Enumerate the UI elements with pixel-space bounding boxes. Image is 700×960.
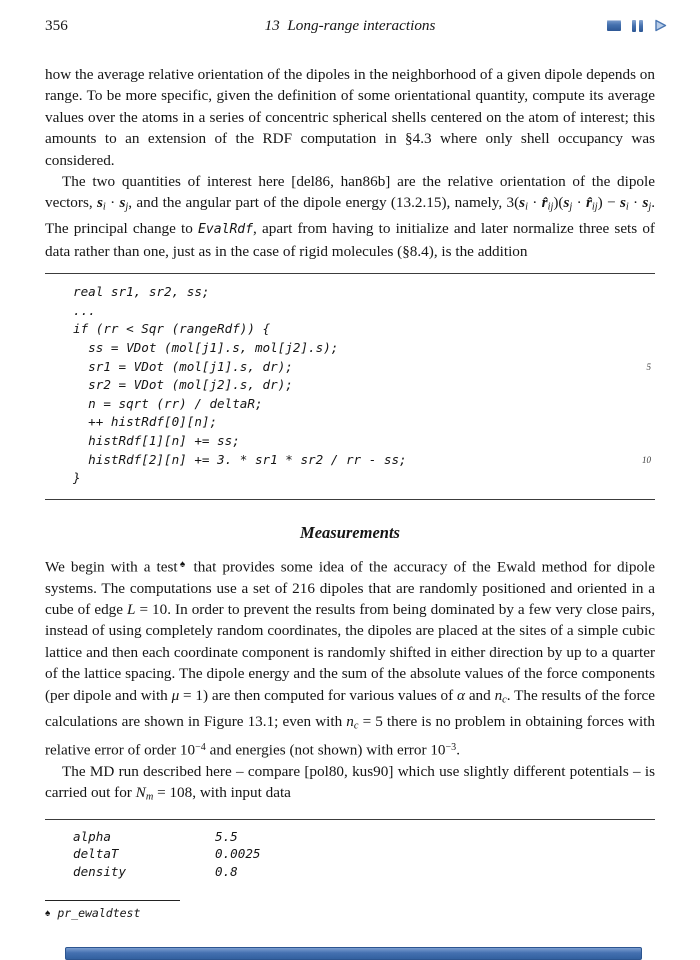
code-line: ss = VDot (mol[j1].s, mol[j2].s);: [73, 340, 339, 356]
line-number: 10: [642, 454, 651, 465]
reader-controls: [607, 19, 667, 32]
play-icon[interactable]: [654, 19, 667, 32]
code-line: n = sqrt (rr) / deltaR;: [73, 395, 263, 411]
line-number: 5: [646, 361, 651, 372]
paragraph-intro: how the average relative orientation of the dipoles in the neighborhood of a given dipole depends on range. To be more specific, given the definition of some orientational quantity, compute its average values over the atoms in a series of concentric spherical shells centered on the atom of interest; this amounts to an extension of the RDF computation in §4.3 where only shell occupancy was considered.: [45, 66, 655, 169]
paragraph-quantities: The two quantities of interest here [del86, han86b] are the relative orientation of the dipole vectors, si · sj, and the angular part of the dipole energy (13.2.15), namely, 3(si · r̂ij)(sj · r̂ij) − si · sj. The principal change to EvalRdf, apart from having to initialize and later normalize three sets of data rather than one, just as in the case of rigid molecules (§8.4), is the addition: [45, 173, 656, 260]
chapter-title: 13 Long-range interactions: [264, 17, 436, 34]
code-line: real sr1, sr2, ss;: [73, 284, 210, 300]
stop-icon[interactable]: [607, 20, 621, 31]
input-data-listing: [45, 819, 655, 885]
param-value: 5.5: [215, 828, 238, 844]
page-number: 356: [45, 17, 68, 34]
page-header: [45, 0, 655, 43]
code-line: sr2 = VDot (mol[j2].s, dr);: [73, 377, 293, 393]
code-line: sr1 = VDot (mol[j1].s, dr); 5: [73, 358, 651, 377]
code-line: }: [73, 470, 81, 486]
input-data-row: [73, 863, 651, 880]
code-listing: [45, 273, 655, 500]
footnote-separator: [45, 900, 180, 901]
paragraph-md-run: The MD run described here – compare [pol80, kus90] which use slightly different potentials – is carried out for Nm = 108, with input data: [45, 762, 655, 803]
input-data-row: [73, 828, 651, 845]
param-value: 0.0025: [215, 846, 261, 862]
param-name: deltaT: [73, 846, 119, 862]
section-heading: Measurements: [300, 522, 400, 542]
footnote: [45, 906, 655, 920]
footnote-text: pr_ewaldtest: [57, 906, 141, 921]
pause-icon[interactable]: [632, 20, 643, 32]
paragraph-measurements: We begin with a test♠ that provides some idea of the accuracy of the Ewald method for dipole systems. The computations use a set of 216 dipoles that are randomly positioned and oriented in a cube of edge L = 10. In order to prevent the results from being dominated by a few very close pairs, instead of using completely random coordinates, the dipoles are placed at the sites of a simple cubic lattice and then each coordinate component is randomly shifted in either direction by up to a quarter of the lattice spacing. The dipole energy and the sum of the absolute values of the force components (per dipole and with μ = 1) are then computed for various values of α and nc. The results of the force calculations are shown in Figure 13.1; even with nc = 5 there is no problem in obtaining forces with relative error of order $10^{-4}$ and energies (not shown) with error $10^{-3}$.: [45, 558, 656, 759]
code-line: ++ histRdf[0][n];: [73, 414, 218, 430]
code-line: histRdf[1][n] += ss;: [73, 432, 240, 448]
reading-progress-bar[interactable]: [65, 947, 642, 960]
param-name: density: [73, 863, 127, 879]
spade-icon: ♠: [45, 907, 51, 919]
code-line: if (rr < Sqr (rangeRdf)) {: [73, 321, 271, 337]
input-data-row: [73, 845, 651, 862]
param-name: alpha: [73, 828, 111, 844]
code-line: histRdf[2][n] += 3. * sr1 * sr2 / rr - ss; 10: [73, 451, 651, 470]
param-value: 0.8: [215, 863, 238, 879]
code-line: ...: [73, 302, 96, 318]
